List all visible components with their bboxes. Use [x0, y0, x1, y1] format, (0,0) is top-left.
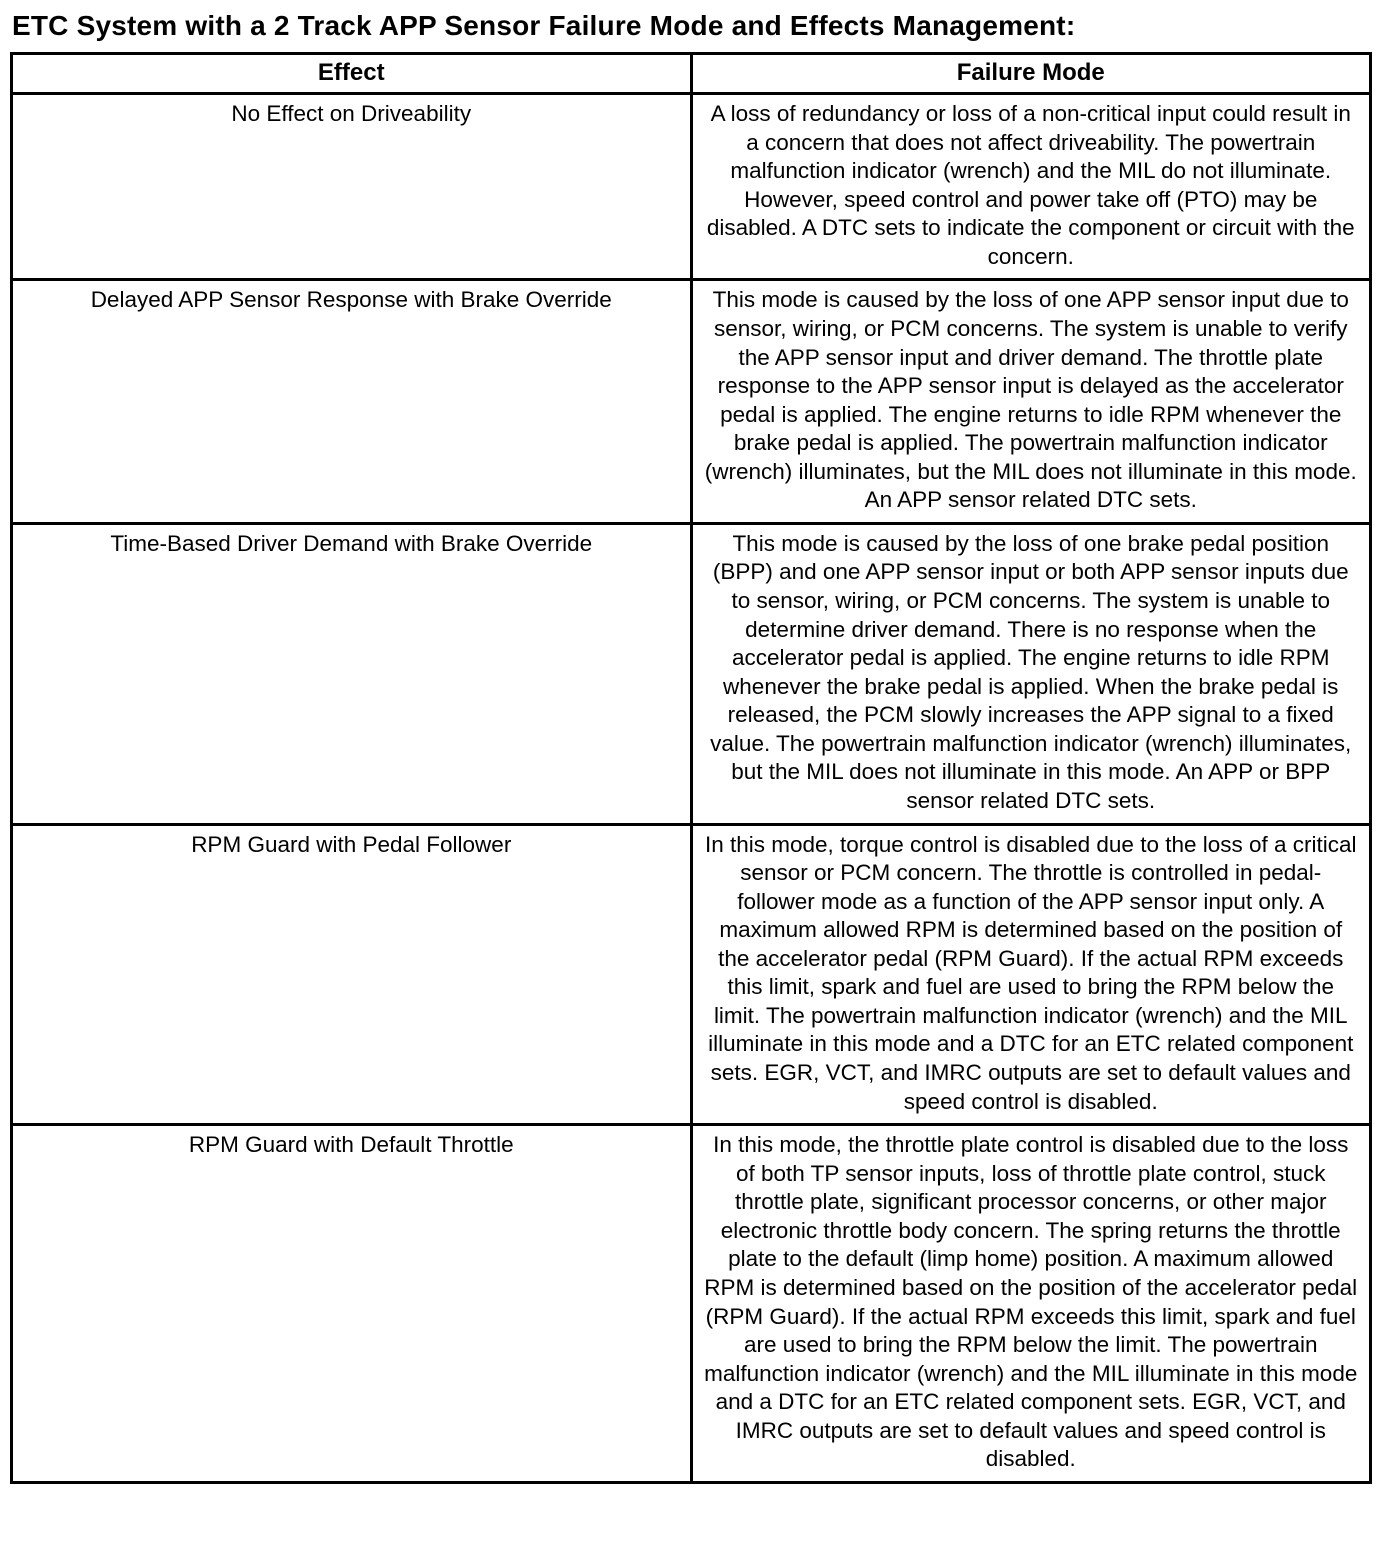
failure-mode-cell: In this mode, the throttle plate control is disabled due to the loss of both TP sensor inputs, loss of throttle plate control, stuck throttle plate, significant processor concerns, or other major electronic throttle body concern. The spring returns the throttle plate to the default (limp home) position. A maximum allowed RPM is determined based on the position of the accelerator pedal (RPM Guard). If the actual RPM exceeds this limit, spark and fuel are used to bring the RPM below the limit. The powertrain malfunction indicator (wrench) and the MIL illuminate in this mode and a DTC for an ETC related component sets. EGR, VCT, and IMRC outputs are set to default values and speed control is disabled.: [691, 1125, 1371, 1483]
table-row: [12, 280, 1371, 524]
effect-cell: No Effect on Driveability: [12, 94, 692, 280]
table-row: [12, 1125, 1371, 1483]
failure-mode-cell: This mode is caused by the loss of one brake pedal position (BPP) and one APP sensor input or both APP sensor inputs due to sensor, wiring, or PCM concerns. The system is unable to determine driver demand. There is no response when the accelerator pedal is applied. The engine returns to idle RPM whenever the brake pedal is applied. When the brake pedal is released, the PCM slowly increases the APP signal to a fixed value. The powertrain malfunction indicator (wrench) illuminates, but the MIL does not illuminate in this mode. An APP or BPP sensor related DTC sets.: [691, 523, 1371, 824]
table-row: [12, 824, 1371, 1125]
failure-mode-cell: A loss of redundancy or loss of a non-critical input could result in a concern that does not affect driveability. The powertrain malfunction indicator (wrench) and the MIL do not illuminate. However, speed control and power take off (PTO) may be disabled. A DTC sets to indicate the component or circuit with the concern.: [691, 94, 1371, 280]
fmea-table: [10, 52, 1372, 1484]
page-title: ETC System with a 2 Track APP Sensor Failure Mode and Effects Management:: [12, 10, 1076, 41]
effect-cell: Time-Based Driver Demand with Brake Override: [12, 523, 692, 824]
header-effect: Effect: [12, 54, 692, 94]
effect-cell: RPM Guard with Pedal Follower: [12, 824, 692, 1125]
effect-cell: Delayed APP Sensor Response with Brake Override: [12, 280, 692, 524]
failure-mode-cell: In this mode, torque control is disabled due to the loss of a critical sensor or PCM concern. The throttle is controlled in pedal-follower mode as a function of the APP sensor input only. A maximum allowed RPM is determined based on the position of the accelerator pedal (RPM Guard). If the actual RPM exceeds this limit, spark and fuel are used to bring the RPM below the limit. The powertrain malfunction indicator (wrench) and the MIL illuminate in this mode and a DTC for an ETC related component sets. EGR, VCT, and IMRC outputs are set to default values and speed control is disabled.: [691, 824, 1371, 1125]
effect-cell: RPM Guard with Default Throttle: [12, 1125, 692, 1483]
header-row: [12, 54, 1371, 94]
table-body: [12, 94, 1371, 1483]
table-header: [12, 54, 1371, 94]
failure-mode-cell: This mode is caused by the loss of one APP sensor input due to sensor, wiring, or PCM concerns. The system is unable to verify the APP sensor input and driver demand. The throttle plate response to the APP sensor input is delayed as the accelerator pedal is applied. The engine returns to idle RPM whenever the brake pedal is applied. The powertrain malfunction indicator (wrench) illuminates, but the MIL does not illuminate in this mode. An APP sensor related DTC sets.: [691, 280, 1371, 524]
header-failure-mode: Failure Mode: [691, 54, 1371, 94]
table-row: [12, 94, 1371, 280]
table-row: [12, 523, 1371, 824]
